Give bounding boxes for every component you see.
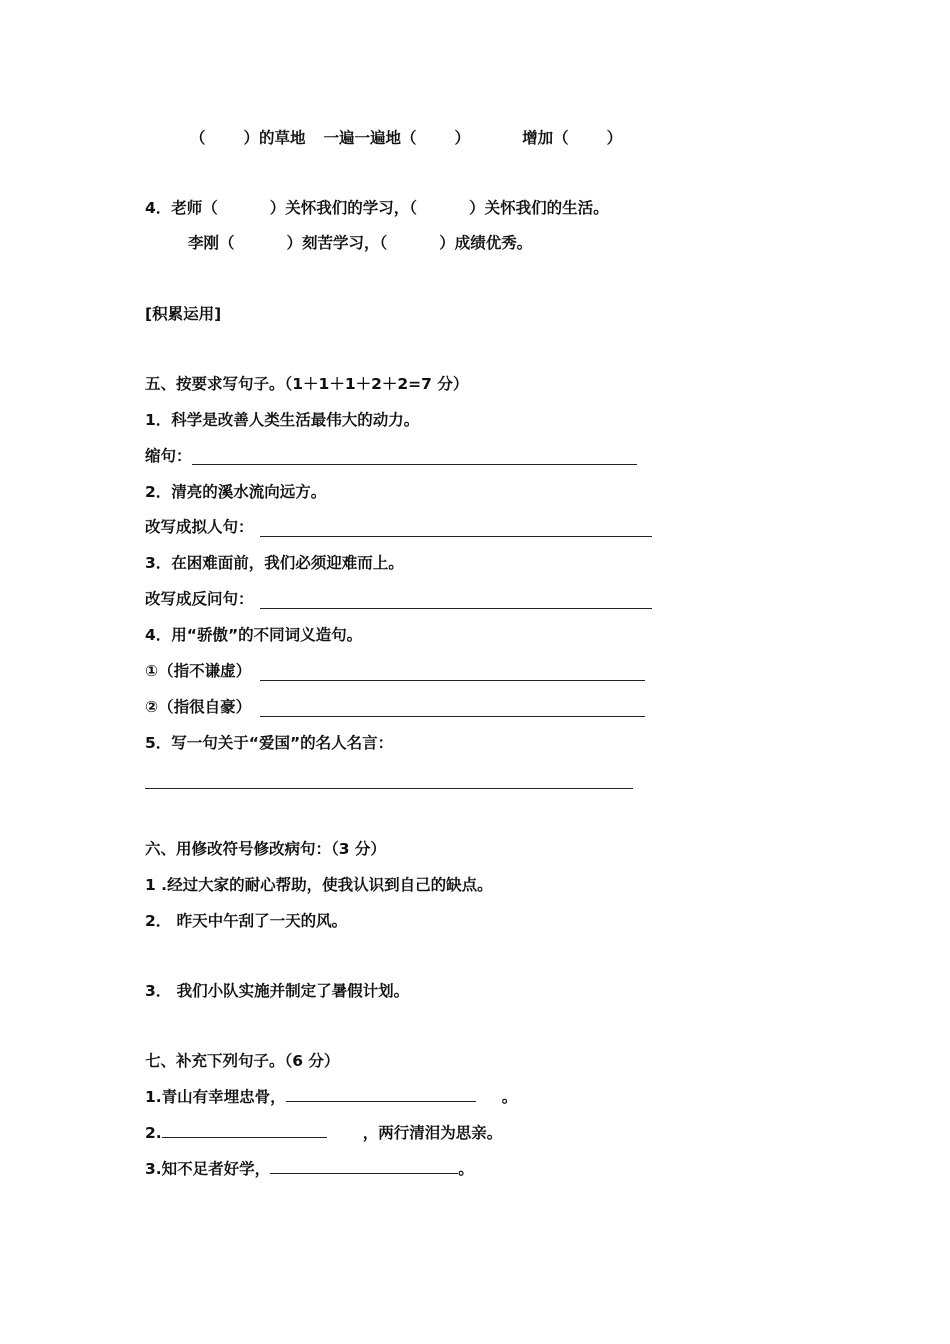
s7-item2 — [145, 1123, 502, 1143]
word-increase: 增加（ — [522, 129, 569, 147]
s5-item3-blank[interactable] — [260, 608, 652, 609]
s5-item5: 5．写一句关于“爱国”的名人名言： — [145, 734, 394, 752]
q4-a1: 4．老师（ — [145, 199, 218, 217]
s5-item4-b-blank[interactable] — [260, 716, 645, 717]
s5-item4-a-blank[interactable] — [260, 680, 645, 681]
q4-a2: ）关怀我们的学习，（ — [269, 199, 418, 217]
s5-item2-blank[interactable] — [260, 536, 652, 537]
s6-item1: 1 .经过大家的耐心帮助，使我认识到自己的缺点。 — [145, 876, 493, 894]
section7-title: 七、补充下列句子。（6 分） — [145, 1052, 340, 1070]
section6-title: 六、用修改符号修改病句：（3 分） — [145, 840, 386, 858]
open-paren: （ — [190, 129, 206, 147]
section5-title: 五、按要求写句子。（1＋1＋1＋2＋2=7 分） — [145, 375, 469, 393]
s6-item2: 2． 昨天中午刮了一天的风。 — [145, 912, 348, 930]
s7-item2-num: 2. — [145, 1124, 162, 1142]
s5-item2: 2．清亮的溪水流向远方。 — [145, 483, 327, 501]
s7-item2-text: ，两行清泪为思亲。 — [362, 1124, 503, 1142]
s5-item5-blank[interactable] — [145, 788, 633, 789]
s7-item1 — [145, 1087, 517, 1107]
s5-item4-b: ②（指很自豪） — [145, 698, 252, 716]
q4-line-a — [145, 198, 609, 218]
s5-item2-label: 改写成拟人句： — [145, 518, 254, 536]
s5-item4: 4．用“骄傲”的不同词义造句。 — [145, 626, 363, 644]
word-again: 一遍一遍地（ — [323, 129, 417, 147]
s7-item3 — [145, 1159, 474, 1179]
word-grass: ）的草地 — [243, 129, 306, 147]
s5-item3: 3．在困难面前，我们必须迎难而上。 — [145, 554, 404, 572]
q4-line-b — [188, 233, 532, 253]
q4-b2: ）刻苦学习，（ — [286, 234, 388, 252]
s7-item3-blank[interactable] — [270, 1159, 458, 1174]
s5-item3-label: 改写成反问句： — [145, 590, 254, 608]
q4-a3: ）关怀我们的生活。 — [469, 199, 609, 217]
s7-item1-text: 1.青山有幸埋忠骨， — [145, 1088, 286, 1106]
close-paren: ） — [454, 129, 471, 147]
s7-item1-blank[interactable] — [286, 1087, 476, 1102]
s5-item1: 1．科学是改善人类生活最伟大的动力。 — [145, 411, 420, 429]
s5-item1-blank[interactable] — [192, 464, 637, 465]
q4-b1: 李刚（ — [188, 234, 235, 252]
s6-item3: 3． 我们小队实施并制定了暑假计划。 — [145, 982, 410, 1000]
s7-item3-text: 3.知不足者好学， — [145, 1160, 271, 1178]
s5-item4-a: ①（指不谦虚） — [145, 662, 252, 680]
s5-item1-label: 缩句： — [145, 447, 192, 465]
word-fill-line — [190, 128, 622, 148]
section-jilei-heading: [积累运用] — [145, 305, 222, 323]
s7-item1-end: 。 — [501, 1088, 518, 1106]
s7-item2-blank[interactable] — [162, 1123, 327, 1138]
q4-b3: ）成绩优秀。 — [439, 234, 533, 252]
close-paren-2: ） — [606, 129, 623, 147]
s7-item3-end: 。 — [458, 1160, 474, 1178]
